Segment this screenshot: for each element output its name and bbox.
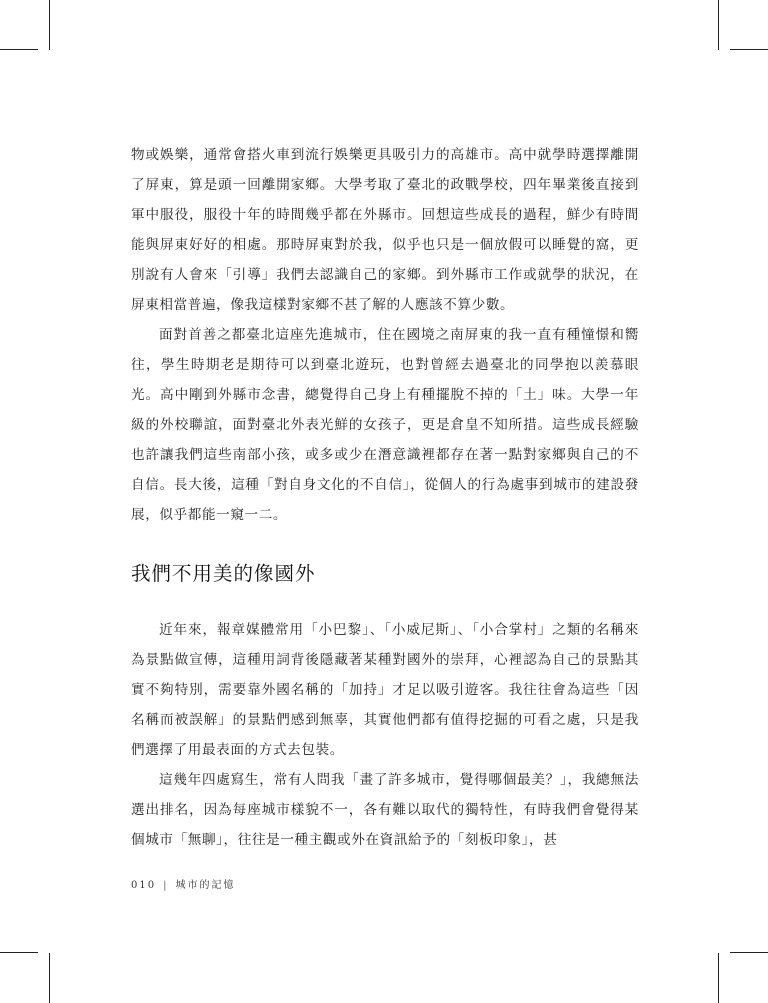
crop-mark-top-left-vertical <box>49 0 50 50</box>
section-heading: 我們不用美的像國外 <box>131 562 316 585</box>
crop-mark-top-right-horizontal <box>730 49 768 50</box>
paragraph-taipei: 面對首善之都臺北這座先進城市，住在國境之南屏東的我一直有種憧憬和嚮往，學生時期老是期待可以到臺北遊玩，也對曾經去過臺北的同學抱以羨慕眼光。高中剛到外縣市念書，總覺得自己身上有種擺脫不掉的「土」味。大學一年級的外校聯誼，面對臺北外表光鮮的女孩子，更是倉皇不知所措。這些成長經驗也許讓我們這些南部小孩，或多或少在潛意識裡都存在著一點對家鄉與自己的不自信。長大後，這種「對自身文化的不自信」，從個人的行為處事到城市的建設發展，似乎都能一窺一二。 <box>131 327 639 523</box>
crop-mark-top-left-horizontal <box>0 49 38 50</box>
paragraph-place-names: 近年來，報章媒體常用「小巴黎」、「小威尼斯」、「小合掌村」之類的名稱來為景點做宣傳，這種用詞背後隱藏著某種對國外的崇拜，心裡認為自己的景點其實不夠特別，需要靠外國名稱的「加持」才足以吸引遊客。我往往會為這些「因名稱而被誤解」的景點們感到無辜，其實他們都有值得挖掘的可看之處，只是我們選擇了用最表面的方式去包裝。 <box>131 622 639 758</box>
crop-mark-bottom-right-vertical <box>718 953 719 1003</box>
book-title: 城市的記憶 <box>175 880 236 891</box>
paragraph-continued: 物或娛樂，通常會搭火車到流行娛樂更具吸引力的高雄市。高中就學時選擇離開了屏東，算是頭一回離開家鄉。大學考取了臺北的政戰學校，四年畢業後直接到軍中服役，服役十年的時間幾乎都在外縣市。回想這些成長的過程，鮮少有時間能與屏東好好的相處。那時屏東對於我，似乎也只是一個放假可以睡覺的窩，更別說有人會來「引導」我們去認識自己的家鄉。到外縣市工作或就學的狀況，在屏東相當普遍，像我這樣對家鄉不甚了解的人應該不算少數。 <box>131 147 639 313</box>
paragraph-sketching: 這幾年四處寫生，常有人問我「畫了許多城市，覺得哪個最美？」，我總無法選出排名，因為每座城市樣貌不一，各有難以取代的獨特性，有時我們會覺得某個城市「無聊」，往往是一種主觀或外在資訊給予的「刻板印象」，甚 <box>131 772 639 848</box>
crop-mark-bottom-left-vertical <box>49 953 50 1003</box>
page-footer <box>131 876 235 891</box>
footer-separator: | <box>163 880 169 891</box>
crop-mark-bottom-right-horizontal <box>730 952 768 953</box>
page-number: 010 <box>131 880 157 891</box>
crop-mark-top-right-vertical <box>718 0 719 50</box>
crop-mark-bottom-left-horizontal <box>0 952 38 953</box>
page-body <box>131 140 639 855</box>
